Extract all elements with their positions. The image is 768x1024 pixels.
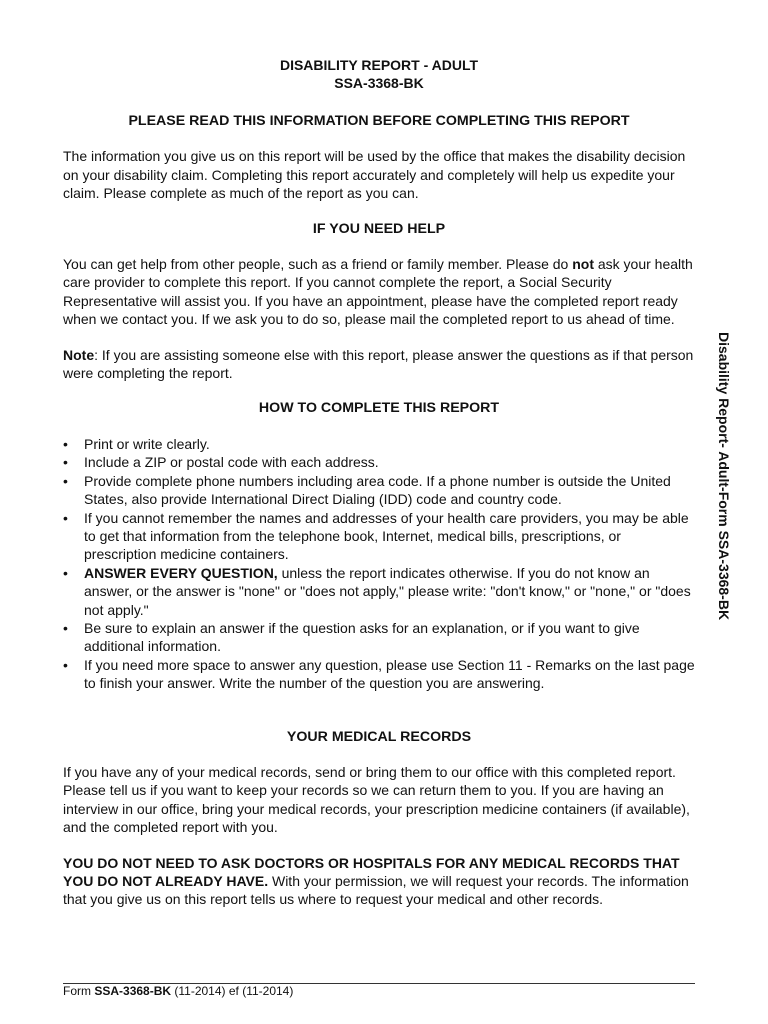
- records-notice: [63, 854, 695, 909]
- list-item-text: unless the report indicates otherwise. If you do not know an answer, or the answer is "none" or "does not apply," please write: "don't know," or "none," or "does not apply.": [84, 564, 691, 618]
- footer-date: (11-2014) ef (11-2014): [171, 984, 294, 998]
- list-item-text: Be sure to explain an answer if the question asks for an explanation, or if you want to give additional information.: [84, 619, 640, 655]
- list-item: [63, 564, 695, 619]
- list-item: [63, 472, 695, 509]
- list-item: [63, 509, 695, 564]
- side-label: Disability Report- Adult-Form SSA-3368-BK: [716, 332, 732, 621]
- instructions-list: [63, 435, 695, 693]
- records-heading: YOUR MEDICAL RECORDS: [286, 728, 472, 745]
- footer: [63, 984, 293, 998]
- help-text-2: ask your health care provider to complete this report. If you cannot complete the report, a Social Security Representative will assist you. If you have an appointment, please have the completed report ready when we contact you. If we ask you to do so, please mail the completed report to us ahead of time.: [63, 256, 693, 328]
- help-text-1: You can get help from other people, such as a friend or family member. Please do: [63, 256, 573, 273]
- list-item-text: If you cannot remember the names and addresses of your health care providers, you may be able to get that information from the telephone book, Internet, medical bills, prescriptions, or prescription medicine containers.: [84, 509, 689, 563]
- help-paragraph: [63, 255, 695, 329]
- help-text-bold: not: [572, 256, 594, 273]
- note-paragraph: [63, 346, 695, 383]
- records-notice-text: With your permission, we will request your records. The information that you give us on this report tells us where to request your medical and other records.: [63, 873, 689, 908]
- report-page: [63, 56, 695, 909]
- form-title: DISABILITY REPORT - ADULT: [279, 57, 479, 73]
- note-label: Note: [63, 346, 95, 363]
- list-item-text: Print or write clearly.: [84, 435, 210, 452]
- answer-every-question: ANSWER EVERY QUESTION,: [84, 564, 278, 581]
- bullet: •: [63, 454, 68, 471]
- bullet: •: [63, 509, 68, 526]
- list-item-text: Provide complete phone numbers including area code. If a phone number is outside the United States, also provide International Direct Dialing (IDD) code and country code.: [84, 472, 671, 508]
- note-text: : If you are assisting someone else with this report, please answer the questions as if that person were completing the report.: [63, 346, 694, 382]
- footer-prefix: Form: [63, 984, 95, 998]
- list-item: [63, 619, 695, 656]
- footer-form-number: SSA-3368-BK: [94, 984, 172, 998]
- bullet: •: [63, 435, 68, 452]
- list-item: [63, 435, 695, 453]
- list-item-text: If you need more space to answer any question, please use Section 11 - Remarks on the last page to finish your answer. Write the number of the question you are answering.: [84, 656, 695, 692]
- list-item: [63, 656, 695, 693]
- bullet: •: [63, 472, 68, 489]
- records-paragraph: If you have any of your medical records, send or bring them to our office with this completed report. Please tell us if you want to keep your records so we can return them to you. If you are having an interview in our office, bring your medical records, your prescription medicine containers (if available), and the completed report with you.: [63, 763, 690, 836]
- list-item-text: Include a ZIP or postal code with each address.: [84, 454, 379, 471]
- bullet: •: [63, 656, 68, 673]
- intro-paragraph: The information you give us on this report will be used by the office that makes the disability decision on your disability claim. Completing this report accurately and completely will help us expedite your claim. Please complete as much of the report as you can.: [63, 148, 686, 202]
- form-number: SSA-3368-BK: [334, 75, 424, 91]
- list-item: [63, 453, 695, 471]
- help-heading: IF YOU NEED HELP: [312, 220, 446, 237]
- bullet: •: [63, 564, 68, 581]
- notice-heading: PLEASE READ THIS INFORMATION BEFORE COMPLETING THIS REPORT: [128, 113, 630, 129]
- bullet: •: [63, 619, 68, 636]
- records-notice-bold: YOU DO NOT NEED TO ASK DOCTORS OR HOSPITALS FOR ANY MEDICAL RECORDS THAT YOU DO NOT ALREADY HAVE.: [63, 854, 680, 889]
- how-heading: HOW TO COMPLETE THIS REPORT: [258, 400, 500, 417]
